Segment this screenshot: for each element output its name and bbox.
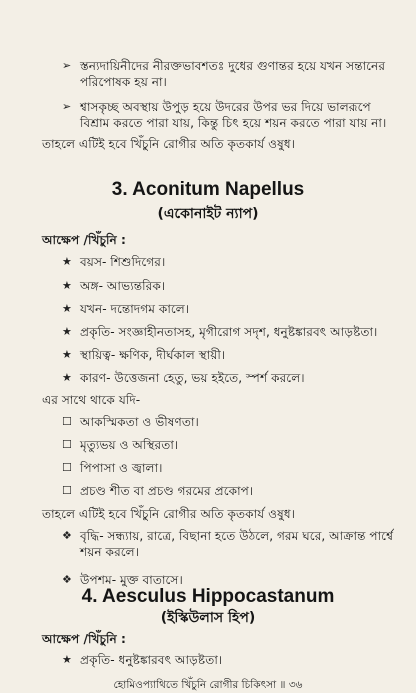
section-label: আক্ষেপ /খিঁচুনি :	[42, 632, 126, 646]
star-icon	[62, 254, 72, 270]
star-icon	[62, 652, 72, 668]
list-item: অঙ্গ- আভ্যন্তরিক।	[80, 279, 166, 293]
list-item: পিপাসা ও জ্বালা।	[80, 461, 163, 475]
list-item: যখন- দন্তোদগম কালে।	[80, 302, 190, 316]
section-conclusion: তাহলে এটিই হবে খিঁচুনি রোগীর অতি কৃতকার্য ওষুধ।	[42, 507, 296, 521]
list-item: আকস্মিকতা ও ভীষণতা।	[80, 415, 199, 429]
arrow-icon	[62, 58, 71, 74]
list-item: প্রকৃতি- সংজ্ঞাহীনতাসহ, মৃগীরোগ সদৃশ, ধনুষ্টঙ্কারবৎ আড়ষ্টতা।	[80, 325, 378, 339]
modality-item: উপশম- মুক্ত বাতাসে।	[80, 573, 183, 587]
intro-item: শ্বাসকৃচ্ছ অবস্থায় উপুড় হয়ে উদরের উপর ভর দিয়ে ভালরূপে বিশ্রাম করতে পারা যায়, কিন্তু চিৎ হয়ে শয়ন করতে পারা যায় না।	[80, 100, 387, 130]
star-icon	[62, 324, 72, 340]
section-title: 4. Aesculus Hippocastanum	[81, 586, 335, 607]
star-icon	[62, 370, 72, 386]
checkbox-icon	[62, 437, 72, 453]
diamond-icon	[62, 528, 72, 544]
list-item: কারণ- উত্তেজনা হেতু, ভয় হইতে, স্পর্শ করলে।	[80, 371, 305, 385]
list-item: প্রকৃতি- ধনুষ্টঙ্কারবৎ আড়ষ্টতা।	[80, 653, 223, 667]
list-item: স্থায়িত্ব- ক্ষণিক, দীর্ঘকাল স্থায়ী।	[80, 348, 226, 362]
intro-item: স্তন্যদায়িনীদের নীরক্তভাবশতঃ দুধের গুণান্তর হয়ে যখন সন্তানের পরিপোষক হয় না।	[80, 59, 386, 89]
section-label: আক্ষেপ /খিঁচুনি :	[42, 233, 126, 247]
checkbox-icon	[62, 414, 72, 430]
together-label: এর সাথে থাকে যদি-	[42, 393, 141, 407]
list-item: মৃত্যুভয় ও অস্থিরতা।	[80, 438, 179, 452]
star-icon	[62, 278, 72, 294]
arrow-icon	[62, 99, 71, 115]
checkbox-icon	[62, 483, 72, 499]
intro-conclusion: তাহলে এটিই হবে খিঁচুনি রোগীর অতি কৃতকার্য ওষুধ।	[42, 137, 296, 151]
section-title: 3. Aconitum Napellus	[111, 179, 305, 200]
section-subtitle: (একোনাইট ন্যাপ)	[157, 206, 259, 222]
list-item: বয়স- শিশুদিগের।	[80, 255, 166, 269]
section-subtitle: (ইস্কিউলাস হিপ)	[160, 610, 256, 626]
page-footer: হোমিওপ্যাথিতে খিঁচুনি রোগীর চিকিৎসা ॥ ৩৬	[113, 679, 303, 691]
checkbox-icon	[62, 460, 72, 476]
list-item: প্রচণ্ড শীত বা প্রচণ্ড গরমের প্রকোপ।	[80, 484, 254, 498]
modality-item: বৃদ্ধি- সন্ধ্যায়, রাত্রে, বিছানা হতে উঠলে, গরম ঘরে, আক্রান্ত পার্শ্বে শয়ন করলে।	[80, 529, 394, 559]
star-icon	[62, 301, 72, 317]
star-icon	[62, 347, 72, 363]
